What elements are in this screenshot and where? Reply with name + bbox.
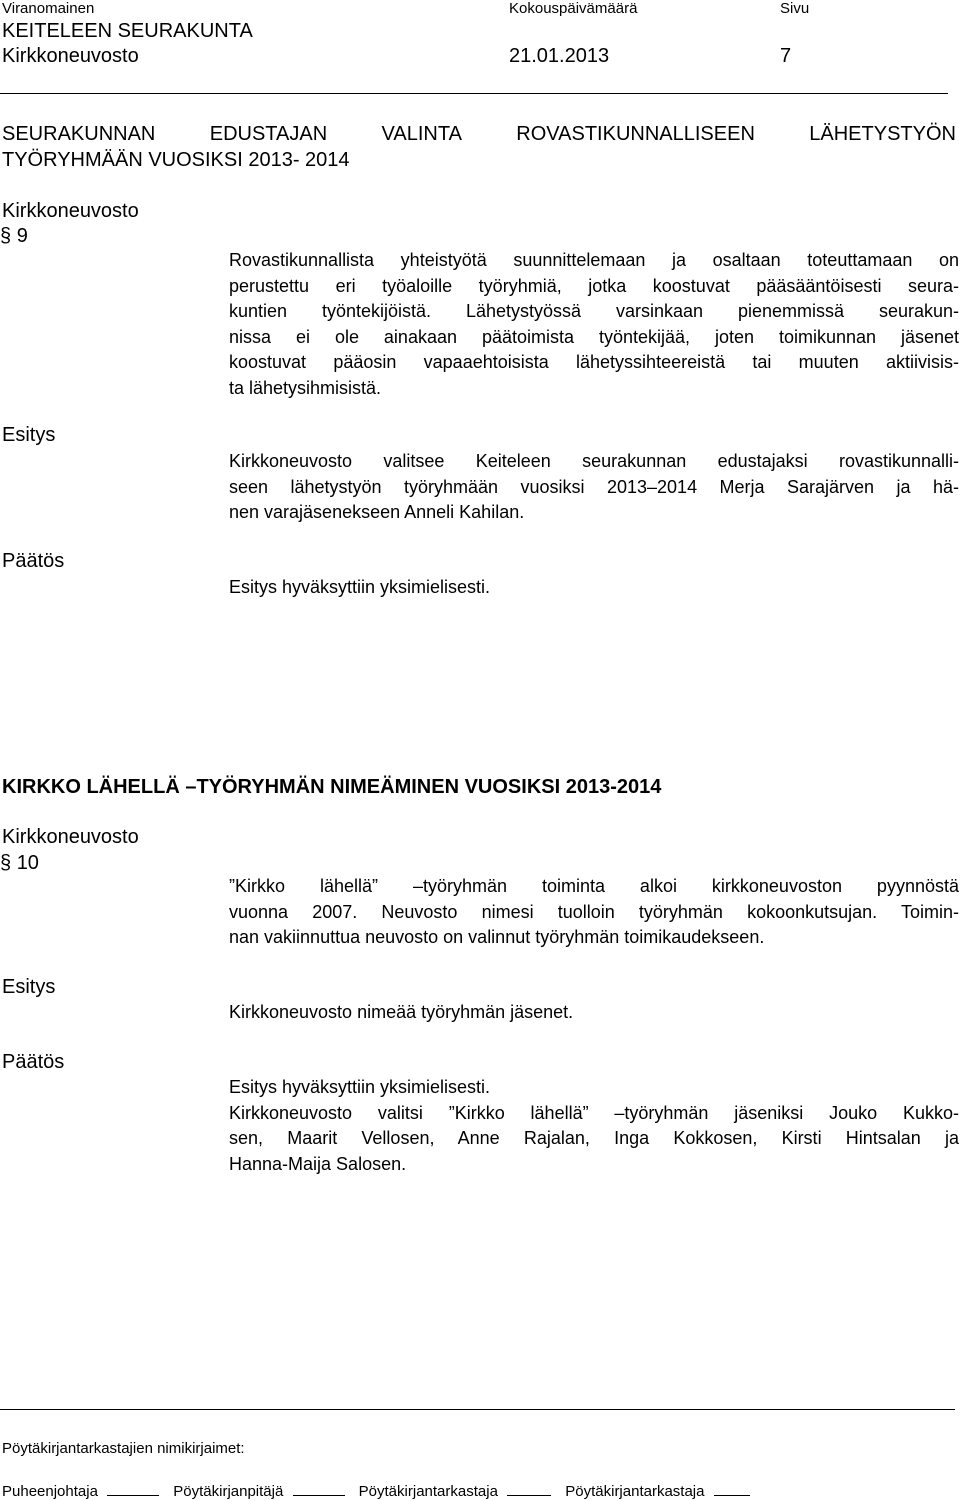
title-word: LÄHETYSTYÖN	[809, 123, 956, 145]
title-word: EDUSTAJAN	[209, 123, 328, 145]
section-mark: §	[0, 225, 12, 247]
paragraph-line: perustettu eri työaloille työryhmiä, jotka koostuvat pääsääntöisesti seura-	[229, 275, 959, 296]
title-word: SEURAKUNNAN	[2, 123, 156, 145]
paragraph-line: Kirkkoneuvosto nimeää työryhmän jäsenet.	[229, 1002, 574, 1022]
paragraph-line: Rovastikunnallista yhteistyötä suunnittelemaan ja osaltaan toteuttamaan on	[229, 250, 959, 270]
paragraph-line: Kirkkoneuvosto valitsi ”Kirkko lähellä” –työryhmän jäseniksi Jouko Kukko-	[229, 1102, 959, 1123]
signer-reviewer-1: Pöytäkirjantarkastaja	[358, 1483, 498, 1500]
paragraph-line: Hanna-Maija Salosen.	[229, 1153, 407, 1174]
section2-paragraph-number	[0, 851, 39, 875]
paragraph-line: koostuvat pääosin vapaaehtoisista lähetyssihteereistä tai muuten aktiivisis-	[229, 352, 959, 372]
paragraph-line: ”Kirkko lähellä” –työryhmän toiminta alkoi kirkkoneuvoston pyynnöstä	[229, 876, 959, 896]
signer-reviewer-2: Pöytäkirjantarkastaja	[565, 1483, 705, 1500]
signature-line	[107, 1481, 159, 1496]
section2-paatos-label: Päätös	[2, 1051, 65, 1073]
footer-initials-label: Pöytäkirjantarkastajien nimikirjaimet:	[2, 1440, 245, 1457]
section-mark: §	[0, 852, 12, 874]
section1-intro	[229, 248, 959, 401]
header-col2-label: Kokouspäivämäärä	[509, 0, 638, 17]
section2-title: KIRKKO LÄHELLÄ –TYÖRYHMÄN NIMEÄMINEN VUOSIKSI 2013-2014	[2, 776, 662, 798]
paragraph-line: nen varajäsenekseen Anneli Kahilan.	[229, 502, 525, 522]
section1-esitys-text	[229, 449, 959, 526]
header-page: 7	[780, 45, 792, 67]
paragraph-line: nan vakiinnuttua neuvosto on valinnut työryhmän toimikaudekseen.	[229, 927, 765, 947]
signer-secretary: Pöytäkirjanpitäjä	[173, 1483, 284, 1500]
paragraph-line: Esitys hyväksyttiin yksimielisesti.	[229, 577, 491, 597]
header-org: KEITELEEN SEURAKUNTA	[2, 20, 253, 42]
section1-paragraph-number	[0, 224, 28, 248]
signature-line	[507, 1481, 551, 1496]
signature-line	[714, 1481, 750, 1496]
footer-rule	[0, 1409, 955, 1410]
paragraph-line: sen, Maarit Vellosen, Anne Rajalan, Inga Kokkosen, Kirsti Hintsalan ja	[229, 1128, 959, 1148]
section-number: 10	[16, 852, 39, 874]
header-body-name: Kirkkoneuvosto	[2, 45, 139, 67]
signer-chair: Puheenjohtaja	[2, 1483, 98, 1500]
section1-title-line1	[2, 122, 956, 146]
section2-body-label: Kirkkoneuvosto	[2, 826, 139, 848]
section2-intro	[229, 874, 959, 951]
paragraph-line: ta lähetysihmisistä.	[229, 377, 382, 398]
header-rule	[0, 93, 948, 94]
header-date: 21.01.2013	[509, 45, 610, 67]
paragraph-line: vuonna 2007. Neuvosto nimesi tuolloin työryhmän kokoonkutsujan. Toimin-	[229, 901, 959, 922]
paragraph-line: Esitys hyväksyttiin yksimielisesti.	[229, 1077, 491, 1097]
title-word: VALINTA	[381, 123, 462, 145]
paragraph-line: kuntien työntekijöistä. Lähetystyössä varsinkaan pienemmissä seurakun-	[229, 301, 959, 321]
signature-line	[293, 1481, 345, 1496]
section1-paatos-text	[229, 575, 959, 601]
section2-esitys-label: Esitys	[2, 976, 56, 998]
section1-body-label: Kirkkoneuvosto	[2, 200, 139, 222]
paragraph-line: nissa ei ole ainakaan päätoimista työntekijää, joten toimikunnan jäsenet	[229, 326, 959, 347]
header-col3-label: Sivu	[780, 0, 810, 17]
footer-signature-row	[2, 1481, 750, 1500]
section-number: 9	[16, 225, 28, 247]
section2-esitys-text	[229, 1000, 959, 1026]
section1-title-line2: TYÖRYHMÄÄN VUOSIKSI 2013- 2014	[2, 149, 350, 171]
section2-paatos-text	[229, 1075, 959, 1177]
section1-paatos-label: Päätös	[2, 550, 65, 572]
paragraph-line: Kirkkoneuvosto valitsee Keiteleen seurakunnan edustajaksi rovastikunnalli-	[229, 451, 959, 471]
paragraph-line: seen lähetystyön työryhmään vuosiksi 2013–2014 Merja Sarajärven ja hä-	[229, 476, 959, 497]
title-word: ROVASTIKUNNALLISEEN	[516, 123, 755, 145]
header-col1-label: Viranomainen	[2, 0, 95, 17]
section1-esitys-label: Esitys	[2, 424, 56, 446]
